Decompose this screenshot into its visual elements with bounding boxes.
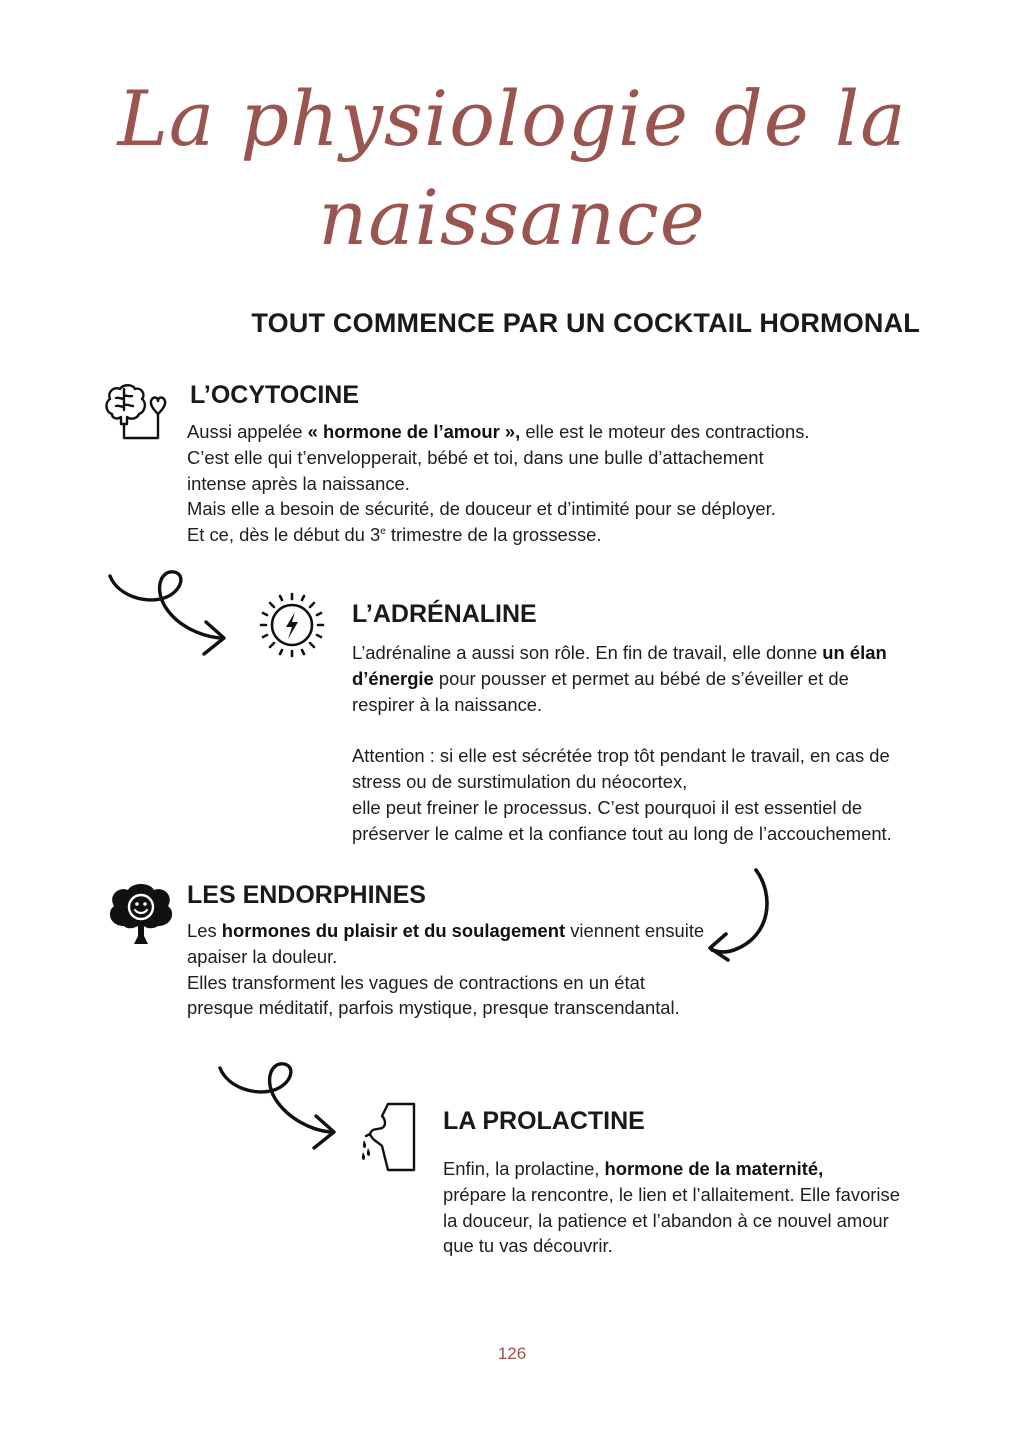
ocytocine-line-4: Mais elle a besoin de sécurité, de douceur et d’intimité pour se déployer.: [187, 498, 776, 520]
prolactine-text: [443, 1156, 963, 1259]
heading-prolactine: LA PROLACTINE: [443, 1107, 645, 1135]
adrenaline-line-5: stress ou de surstimulation du néocortex,: [352, 770, 688, 792]
loop-arrow-icon: [106, 568, 232, 660]
adrenaline-line-1: L’adrénaline a aussi son rôle. En fin de travail, elle donne un élan: [352, 642, 887, 663]
heading-endorphines: LES ENDORPHINES: [187, 881, 426, 909]
lightning-sun-icon: [257, 590, 327, 660]
prolactine-line-4: que tu vas découvrir.: [443, 1235, 613, 1257]
page-title: La physiologie de la naissance: [117, 74, 907, 262]
smiling-tree-icon: [106, 882, 176, 948]
endorphines-line-4: presque méditatif, parfois mystique, presque transcendantal.: [187, 997, 680, 1019]
loop-arrow-icon: [216, 1062, 342, 1154]
endorphines-line-2: apaiser la douleur.: [187, 945, 338, 967]
endorphines-line-1: Les hormones du plaisir et du soulagement viennent ensuite: [187, 920, 705, 941]
adrenaline-text: [352, 640, 952, 846]
adrenaline-line-6: elle peut freiner le processus. C’est pourquoi il est essentiel de: [352, 796, 863, 818]
prolactine-line-3: la douceur, la patience et l’abandon à ce nouvel amour: [443, 1209, 889, 1231]
curved-arrow-icon: [700, 864, 780, 968]
prolactine-line-1: Enfin, la prolactine, hormone de la maternité,: [443, 1158, 824, 1179]
breast-milk-icon: [358, 1102, 418, 1176]
heading-ocytocine: L’OCYTOCINE: [190, 381, 360, 409]
section-subtitle: TOUT COMMENCE PAR UN COCKTAIL HORMONAL: [251, 308, 920, 338]
heading-adrenaline: L’ADRÉNALINE: [352, 600, 537, 628]
adrenaline-line-2: d’énergie pour pousser et permet au bébé de s’éveiller et de: [352, 667, 849, 689]
ocytocine-line-3: intense après la naissance.: [187, 472, 410, 494]
adrenaline-line-7: préserver le calme et la confiance tout au long de l’accouchement.: [352, 822, 892, 844]
adrenaline-line-3: respirer à la naissance.: [352, 693, 543, 715]
adrenaline-line-4: Attention : si elle est sécrétée trop tôt pendant le travail, en cas de: [352, 745, 890, 767]
page-number: 126: [497, 1344, 527, 1363]
brain-heart-icon: [104, 384, 176, 444]
ocytocine-line-2: C’est elle qui t’envelopperait, bébé et toi, dans une bulle d’attachement: [187, 446, 764, 468]
prolactine-line-2: prépare la rencontre, le lien et l’allaitement. Elle favorise: [443, 1183, 900, 1205]
ocytocine-line-5: Et ce, dès le début du 3e trimestre de la grossesse.: [187, 524, 602, 546]
ocytocine-text: [187, 419, 887, 548]
ocytocine-line-1: Aussi appelée « hormone de l’amour », elle est le moteur des contractions.: [187, 421, 810, 442]
endorphines-text: [187, 918, 727, 1021]
endorphines-line-3: Elles transforment les vagues de contractions en un état: [187, 971, 645, 993]
